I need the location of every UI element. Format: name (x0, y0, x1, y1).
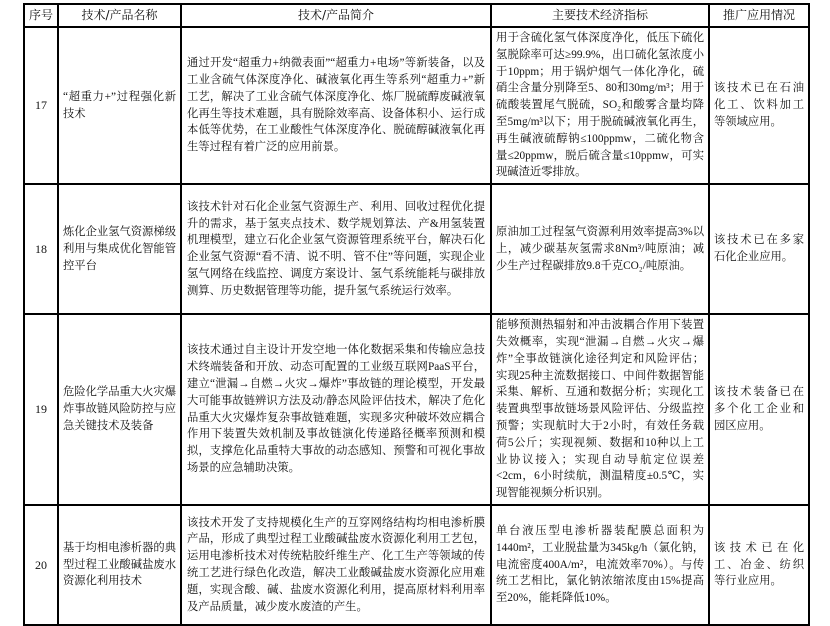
header-no: 序号 (24, 4, 58, 27)
tech-indicators: 能够预测热辐射和冲击波耦合作用下装置失效概率，实现“泄漏→自燃→火灾→爆炸”全事故链演化途径判定和风险评估；实现25种主流数据接口、中间件数据智能采集、解析、互通和数据分析；实现化工装置典型事故链场景风险评估、分级监控预警；实现航时大于2小时，有效任务载荷5公斤；实现视频、数据和10种以上工业协议接入；实现自动导航定位误差<2cm，6小时续航，测温精度±0.5℃，实现智能视频分析识别。 (491, 314, 709, 505)
header-application: 推广应用情况 (709, 4, 809, 27)
tech-indicators: 用于含硫化氢气体深度净化，低压下硫化氢脱除率可达≥99.9%，出口硫化氢浓度小于10ppm；用于锅炉烟气一体化净化，硫硝尘含量分别降至5、80和30mg/m³；用于硫酸装置尾气脱硫，SO₂和酸雾含量均降至5mg/m³以下；用于脱硫碱液氧化再生，再生碱液硫醇钠≤100ppmw，二硫化物含量≤20ppmw，脱后硫含量≤10ppmw，可实现碱渣近零排放。 (491, 27, 709, 184)
header-intro: 技术/产品简介 (181, 4, 491, 27)
row-number: 20 (24, 505, 58, 625)
technology-table (23, 3, 810, 626)
tech-application: 该技术已在多家石化企业应用。 (709, 184, 809, 314)
table-header-row (24, 4, 809, 27)
row-number: 17 (24, 27, 58, 184)
tech-name: 基于均相电渗析器的典型过程工业酸碱盐废水资源化利用技术 (58, 505, 181, 625)
tech-application: 该技术已在化工、冶金、纺织等行业应用。 (709, 505, 809, 625)
header-indicators: 主要技术经济指标 (491, 4, 709, 27)
tech-intro: 通过开发“超重力+纳微表面”“超重力+电场”等新装备，以及工业含硫气体深度净化、碱液氧化再生等系列“超重力+”新工艺，解决了工业含硫气体深度净化、炼厂脱硫醇废碱液氧化再生等技术难题，具有脱除效率高、设备体积小、运行成本低等优势，在工业酸性气体深度净化、脱硫醇碱液氧化再生等过程有着广泛的应用前景。 (181, 27, 491, 184)
tech-intro: 该技术针对石化企业氢气资源生产、利用、回收过程优化提升的需求，基于氢夹点技术、数学规划算法、产&用氢装置机理模型，建立石化企业氢气资源管理系统平台，解决石化企业氢气资源“看不清、说不明、管不住”等问题，实现企业氢气网络在线监控、调度方案设计、氢气系统能耗与碳排放测算、历史数据管理等功能，提升氢气系统运行效率。 (181, 184, 491, 314)
tech-application: 该技术已在石油化工、饮料加工等领域应用。 (709, 27, 809, 184)
header-name: 技术/产品名称 (58, 4, 181, 27)
tech-intro: 该技术通过自主设计开发空地一体化数据采集和传输应急技术终端装备和开放、动态可配置的工业级互联网PaaS平台，建立“泄漏→自燃→火灾→爆炸”事故链的理论模型，开发最大可能事故链辨识方法及动/静态风险评估技术，解决了危化品重大火灾爆炸复杂事故链难题，实现多灾种破坏效应耦合作用下装置失效机制及事故链演化传递路径概率预测和模拟，支撑危化品重特大事故的动态感知、预警和可视化事故场景的应急辅助决策。 (181, 314, 491, 505)
tech-indicators: 原油加工过程氢气资源利用效率提高3%以上，减少碳基灰氢需求8Nm³/吨原油；减少生产过程碳排放9.8千克CO₂/吨原油。 (491, 184, 709, 314)
tech-name: 危险化学品重大火灾爆炸事故链风险防控与应急关键技术及装备 (58, 314, 181, 505)
tech-application: 该技术装备已在多个化工企业和园区应用。 (709, 314, 809, 505)
tech-intro: 该技术开发了支持规模化生产的互穿网络结构均相电渗析膜产品，形成了典型过程工业酸碱盐废水资源化利用工艺包，运用电渗析技术对传统粘胶纤维生产、化工生产等领域的传统工艺进行绿色化改造，解决工业酸碱盐废水资源化应用难题，实现含酸、碱、盐废水资源化利用，提高原材料利用率及产品质量，减少废水废渣的产生。 (181, 505, 491, 625)
table-row (24, 184, 809, 314)
table-row (24, 314, 809, 505)
row-number: 19 (24, 314, 58, 505)
row-number: 18 (24, 184, 58, 314)
tech-name: “超重力+”过程强化新技术 (58, 27, 181, 184)
table-row (24, 27, 809, 184)
tech-name: 炼化企业氢气资源梯级利用与集成优化智能管控平台 (58, 184, 181, 314)
tech-indicators: 单台液压型电渗析器装配膜总面积为1440m²，工业脱盐量为345kg/h（氯化钠，电流密度400A/m²，电流效率70%）。与传统工艺相比，氯化钠浓缩浓度由15%提高至20%，能耗降低10%。 (491, 505, 709, 625)
